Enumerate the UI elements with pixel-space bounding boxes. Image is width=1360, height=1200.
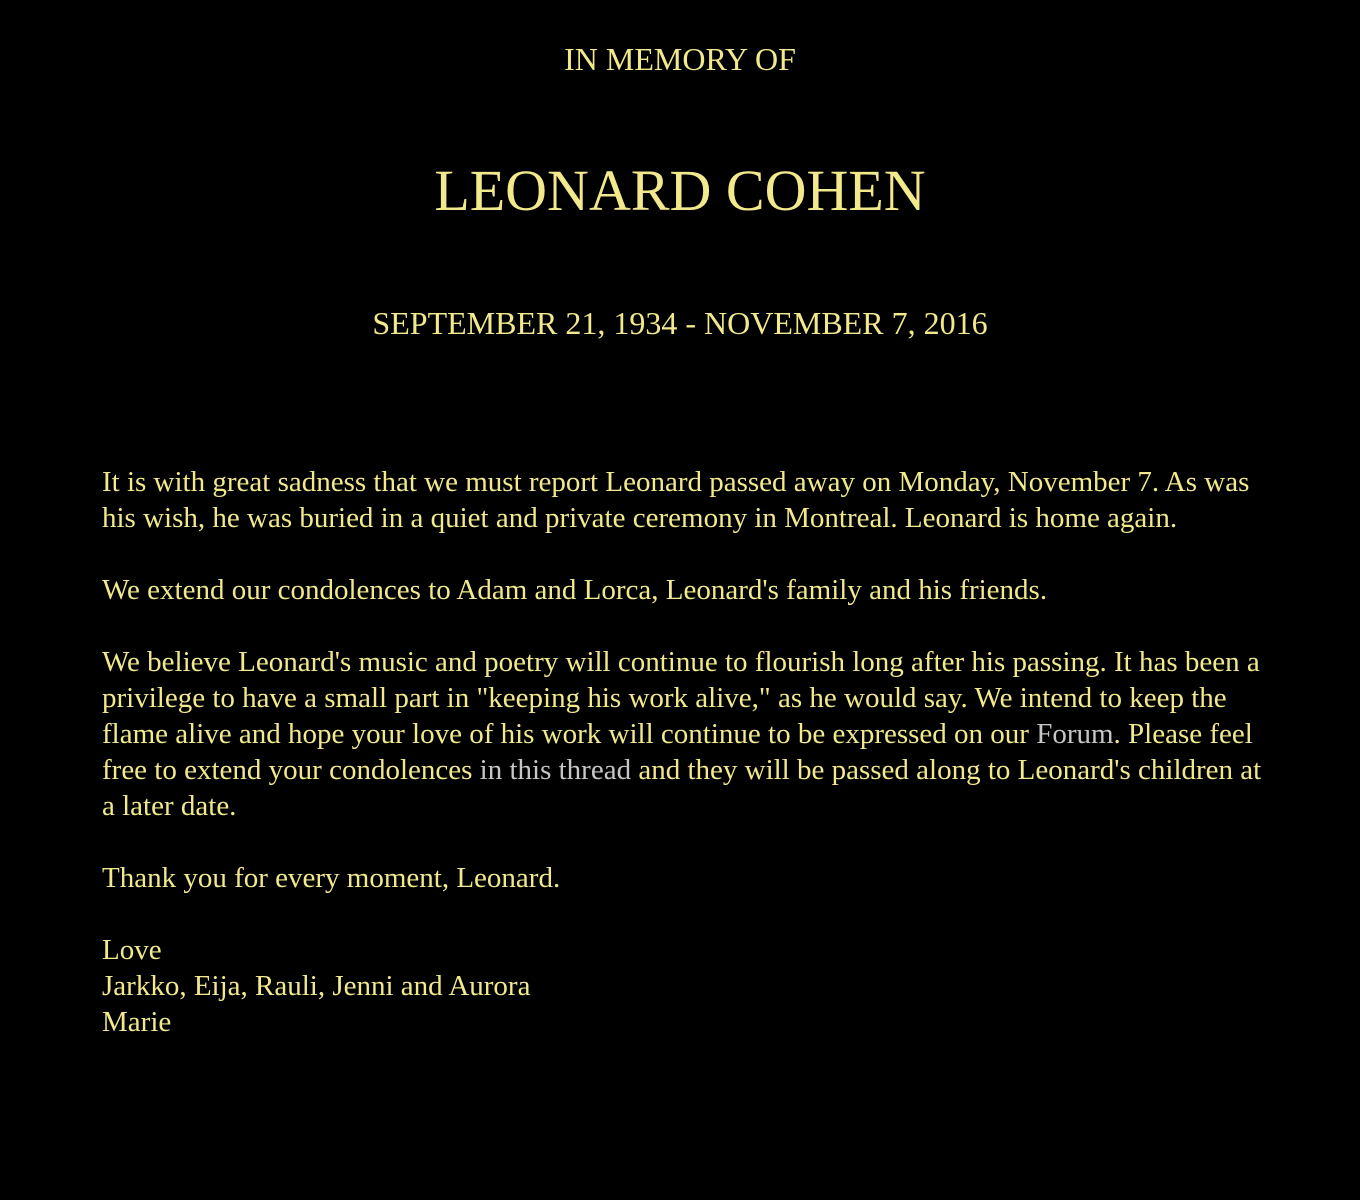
- condolences-thread-link[interactable]: in this thread: [479, 754, 632, 786]
- signoff-names-1: Jarkko, Eija, Rauli, Jenni and Aurora: [102, 970, 531, 1002]
- message-paragraph-1: It is with great sadness that we must report Leonard passed away on Monday, November 7. As was his wish, he was buried in a quiet and private ceremony in Montreal. Leonard is home again.: [102, 466, 1250, 534]
- message-paragraph-2: We extend our condolences to Adam and Lorca, Leonard's family and his friends.: [102, 574, 1048, 606]
- signoff: [102, 932, 1272, 1040]
- signoff-names-2: Marie: [102, 1006, 172, 1038]
- forum-link[interactable]: Forum: [1036, 718, 1114, 750]
- name-heading: LEONARD COHEN: [434, 158, 926, 223]
- in-memory-heading: IN MEMORY OF: [564, 41, 796, 77]
- message-paragraph-4: Thank you for every moment, Leonard.: [102, 862, 561, 894]
- dates-heading: SEPTEMBER 21, 1934 - NOVEMBER 7, 2016: [372, 305, 988, 341]
- memorial-message: [102, 464, 1272, 1076]
- paragraph-3-text-b: . Please feel free to extend your condolences: [102, 718, 1253, 786]
- paragraph-3-text-a: We believe Leonard's music and poetry will continue to flourish long after his passing. It has been a privilege to have a small part in "keeping his work alive," as he would say. We intend to keep the flame alive and hope your love of his work will continue to be expressed on our: [102, 646, 1260, 750]
- signoff-love: Love: [102, 934, 162, 966]
- message-paragraph-3: [102, 644, 1272, 824]
- paragraph-3-text-c: and they will be passed along to Leonard's children at a later date.: [102, 754, 1262, 822]
